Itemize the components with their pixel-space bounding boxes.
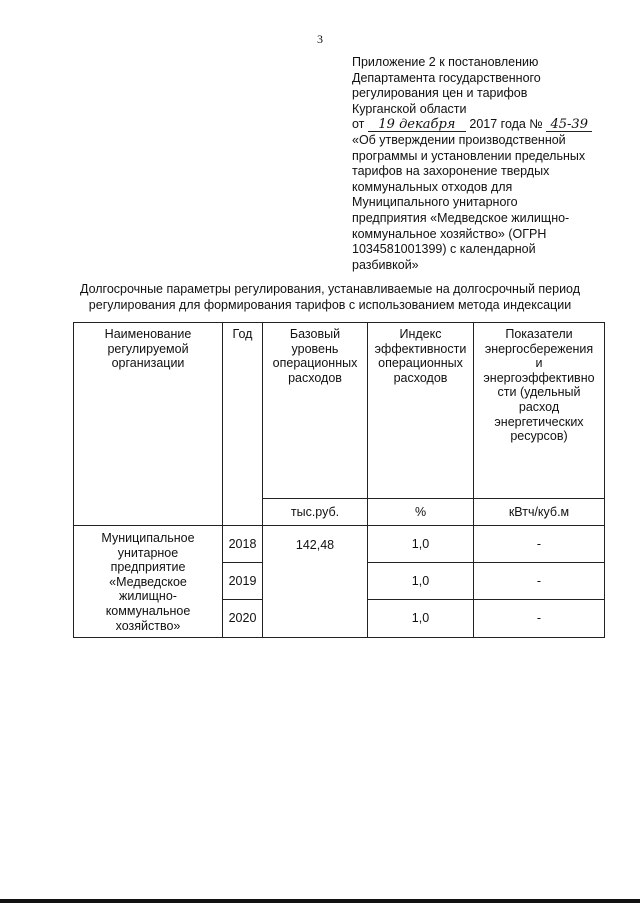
scan-edge-line bbox=[0, 899, 640, 903]
header-base-level: Базовый уровень операционных расходов bbox=[263, 323, 368, 499]
year-cell: 2020 bbox=[223, 600, 263, 638]
subject-line: коммунальное хозяйство» (ОГРН bbox=[352, 226, 547, 241]
energy-cell: - bbox=[474, 526, 605, 563]
unit-efficiency-index: % bbox=[368, 499, 474, 526]
unit-energy: кВтч/куб.м bbox=[474, 499, 605, 526]
efficiency-index-cell: 1,0 bbox=[368, 526, 474, 563]
appendix-line: Курганской области bbox=[352, 101, 467, 116]
heading-line: Долгосрочные параметры регулирования, устанавливаемые на долгосрочный период bbox=[79, 282, 581, 296]
table-row bbox=[74, 526, 605, 563]
appendix-line: Приложение 2 к постановлению bbox=[352, 55, 539, 69]
handwritten-date: 19 декабря bbox=[368, 118, 466, 132]
date-prefix: от bbox=[352, 117, 365, 132]
base-level-value: 142,48 bbox=[263, 526, 368, 638]
energy-cell: - bbox=[474, 563, 605, 600]
header-organization: Наименование регулируемой организации bbox=[74, 323, 223, 526]
energy-cell: - bbox=[474, 600, 605, 638]
table-heading bbox=[60, 282, 600, 313]
appendix-line: регулирования цен и тарифов bbox=[352, 86, 528, 101]
efficiency-index-cell: 1,0 bbox=[368, 563, 474, 600]
subject-line: разбивкой» bbox=[352, 257, 419, 272]
header-year: Год bbox=[223, 323, 263, 526]
header-efficiency-index: Индекс эффективности операционных расходов bbox=[368, 323, 474, 499]
subject-line: «Об утверждении производственной bbox=[352, 132, 566, 147]
subject-line: Муниципального унитарного bbox=[352, 195, 518, 210]
header-energy-indicators: Показатели энергосбережения и энергоэффективно сти (удельный расход энергетических ресурсов) bbox=[474, 323, 605, 499]
heading-line: регулирования для формирования тарифов с использованием метода индексации bbox=[88, 297, 572, 312]
table-header-row bbox=[74, 323, 605, 499]
year-cell: 2019 bbox=[223, 563, 263, 600]
appendix-header bbox=[352, 55, 622, 273]
subject-line: тарифов на захоронение твердых bbox=[352, 164, 550, 179]
handwritten-number: 45-39 bbox=[546, 118, 592, 132]
unit-base-level: тыс.руб. bbox=[263, 499, 368, 526]
subject-line: предприятия «Медведское жилищно- bbox=[352, 210, 570, 225]
appendix-line: Департамента государственного bbox=[352, 70, 541, 85]
subject-line: программы и установлении предельных bbox=[352, 148, 586, 163]
subject-line: 1034581001399) с календарной bbox=[352, 242, 536, 257]
organization-name: Муниципальное унитарное предприятие «Медведское жилищно- коммунальное хозяйство» bbox=[74, 526, 223, 638]
subject-line: коммунальных отходов для bbox=[352, 179, 513, 194]
efficiency-index-cell: 1,0 bbox=[368, 600, 474, 638]
year-cell: 2018 bbox=[223, 526, 263, 563]
regulation-parameters-table bbox=[73, 322, 605, 638]
page-number: 3 bbox=[317, 32, 323, 46]
year-text: 2017 года № bbox=[469, 117, 543, 132]
decree-date-line bbox=[352, 117, 622, 133]
